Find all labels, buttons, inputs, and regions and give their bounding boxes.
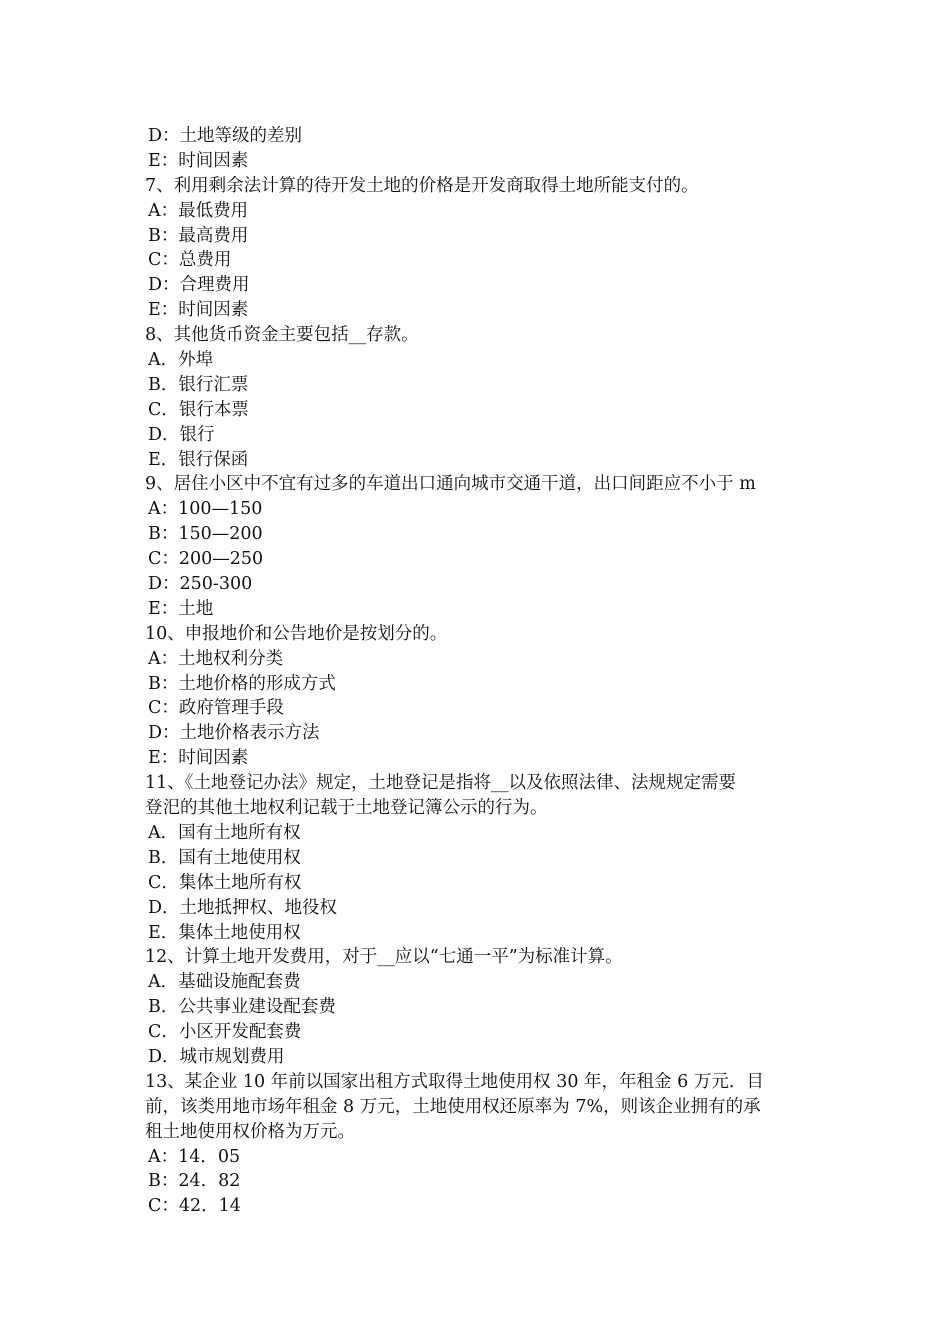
option-line: C：200—250 xyxy=(148,549,264,570)
option-line: D．银行 xyxy=(148,424,215,445)
option-line: B：150—200 xyxy=(148,524,263,545)
option-line: E：土地 xyxy=(148,598,214,619)
question-line: 前，该类用地市场年租金 8 万元，土地使用权还原率为 7%，则该企业拥有的承 xyxy=(145,1096,761,1117)
option-line: D：250-300 xyxy=(148,574,253,595)
option-line: B．国有土地使用权 xyxy=(148,847,301,868)
option-line: C：42．14 xyxy=(148,1196,241,1217)
question-line: 9、居住小区中不宜有过多的车道出口通向城市交通干道，出口间距应不小于 m xyxy=(145,474,756,495)
option-line: D：合理费用 xyxy=(148,275,250,296)
option-line: D．城市规划费用 xyxy=(148,1046,285,1067)
option-line: E．集体土地使用权 xyxy=(148,922,301,943)
question-line: 11、《土地登记办法》规定，土地登记是指将__以及依照法律、法规规定需要 xyxy=(145,773,737,794)
option-line: B．公共事业建设配套费 xyxy=(148,997,336,1018)
question-line: 7、利用剩余法计算的待开发土地的价格是开发商取得土地所能支付的。 xyxy=(145,175,699,196)
option-line: C：政府管理手段 xyxy=(148,698,284,719)
option-line: B．银行汇票 xyxy=(148,374,249,395)
option-line: C．集体土地所有权 xyxy=(148,872,302,893)
option-line: E．银行保函 xyxy=(148,449,249,470)
question-line: 12、计算土地开发费用，对于__应以“七通一平”为标准计算。 xyxy=(145,947,623,968)
option-line: A．国有土地所有权 xyxy=(148,822,301,843)
question-line: 租土地使用权价格为万元。 xyxy=(145,1121,355,1142)
option-line: C．小区开发配套费 xyxy=(148,1022,302,1043)
option-line: B：24．82 xyxy=(148,1171,241,1192)
option-line: C：总费用 xyxy=(148,250,232,271)
option-line: D．土地抵押权、地役权 xyxy=(148,897,338,918)
question-line: 8、其他货币资金主要包括__存款。 xyxy=(145,325,419,346)
option-line: D：土地价格表示方法 xyxy=(148,723,320,744)
option-line: B：最高费用 xyxy=(148,225,249,246)
option-line: B：土地价格的形成方式 xyxy=(148,673,336,694)
question-line: 登汜的其他土地权利记载于土地登记簿公示的行为。 xyxy=(145,798,548,819)
option-line: A：100—150 xyxy=(148,499,263,520)
option-line: A．外埠 xyxy=(148,350,214,371)
option-line: E：时间因素 xyxy=(148,300,249,321)
option-line: E：时间因素 xyxy=(148,748,249,769)
option-line: A：土地权利分类 xyxy=(148,648,284,669)
option-line: A：14．05 xyxy=(148,1146,241,1167)
option-line: C．银行本票 xyxy=(148,399,249,420)
question-line: 13、某企业 10 年前以国家出租方式取得土地使用权 30 年，年租金 6 万元．目 xyxy=(145,1071,764,1092)
option-line: E：时间因素 xyxy=(148,150,249,171)
option-line: A．基础设施配套费 xyxy=(148,972,301,993)
option-line: A：最低费用 xyxy=(148,200,249,221)
option-line: D：土地等级的差别 xyxy=(148,126,303,146)
question-line: 10、申报地价和公告地价是按划分的。 xyxy=(145,623,448,644)
document-body xyxy=(145,124,815,1219)
